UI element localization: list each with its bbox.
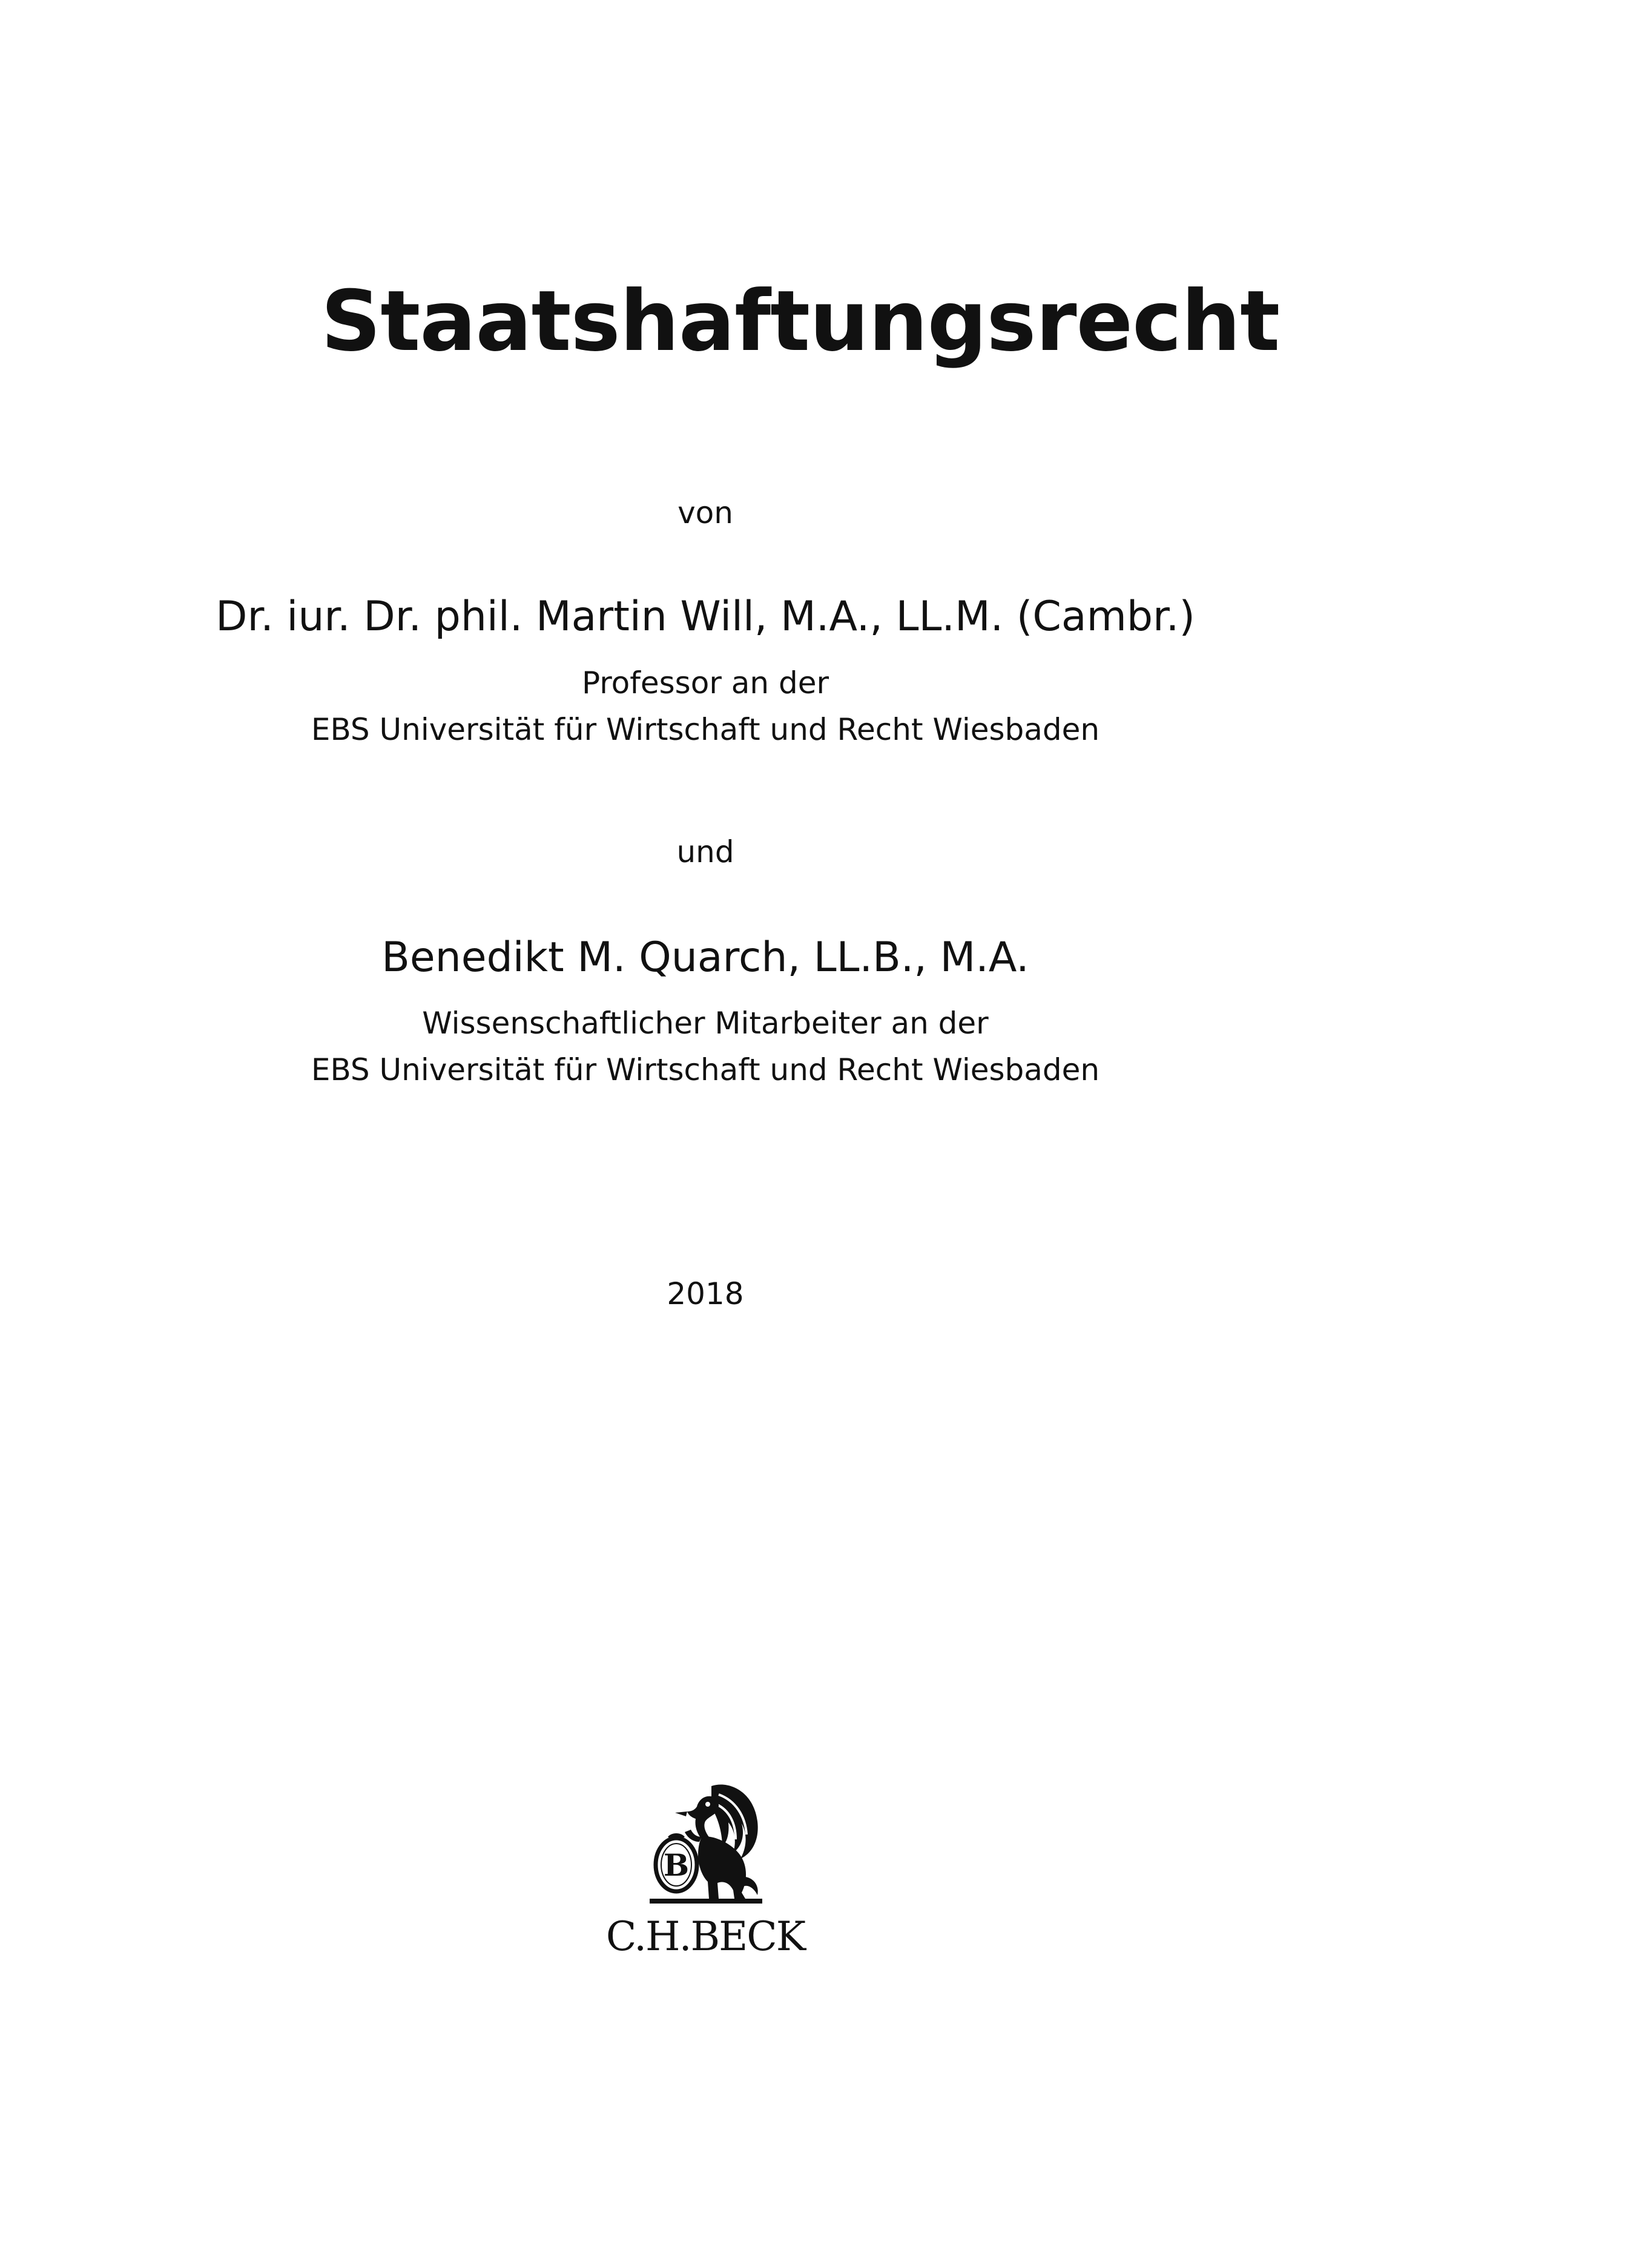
and-label: und: [676, 834, 734, 869]
by-label: von: [677, 495, 733, 530]
emblem-letter: B: [663, 1847, 690, 1883]
author-name-1: Dr. iur. Dr. phil. Martin Will, M.A., LL.M. (Cambr.): [216, 593, 1195, 641]
publication-year: 2018: [667, 1276, 744, 1311]
author-affiliation-2-line-1: Wissenschaftlicher Mitarbeiter an der: [422, 1006, 989, 1041]
publisher-name: C.H.BECK: [605, 1913, 805, 1960]
book-title: Staatshaftungsrecht: [321, 272, 1280, 370]
author-affiliation-1-line-2: EBS Universität für Wirtschaft und Recht Wiesbaden: [311, 712, 1100, 747]
author-name-2: Benedikt M. Quarch, LL.B., M.A.: [381, 934, 1029, 981]
author-affiliation-2-line-2: EBS Universität für Wirtschaft und Recht Wiesbaden: [311, 1052, 1100, 1087]
publisher-logo: [605, 1774, 805, 2010]
author-affiliation-1-line-1: Professor an der: [581, 665, 829, 701]
griffin-icon: [639, 1774, 772, 1907]
